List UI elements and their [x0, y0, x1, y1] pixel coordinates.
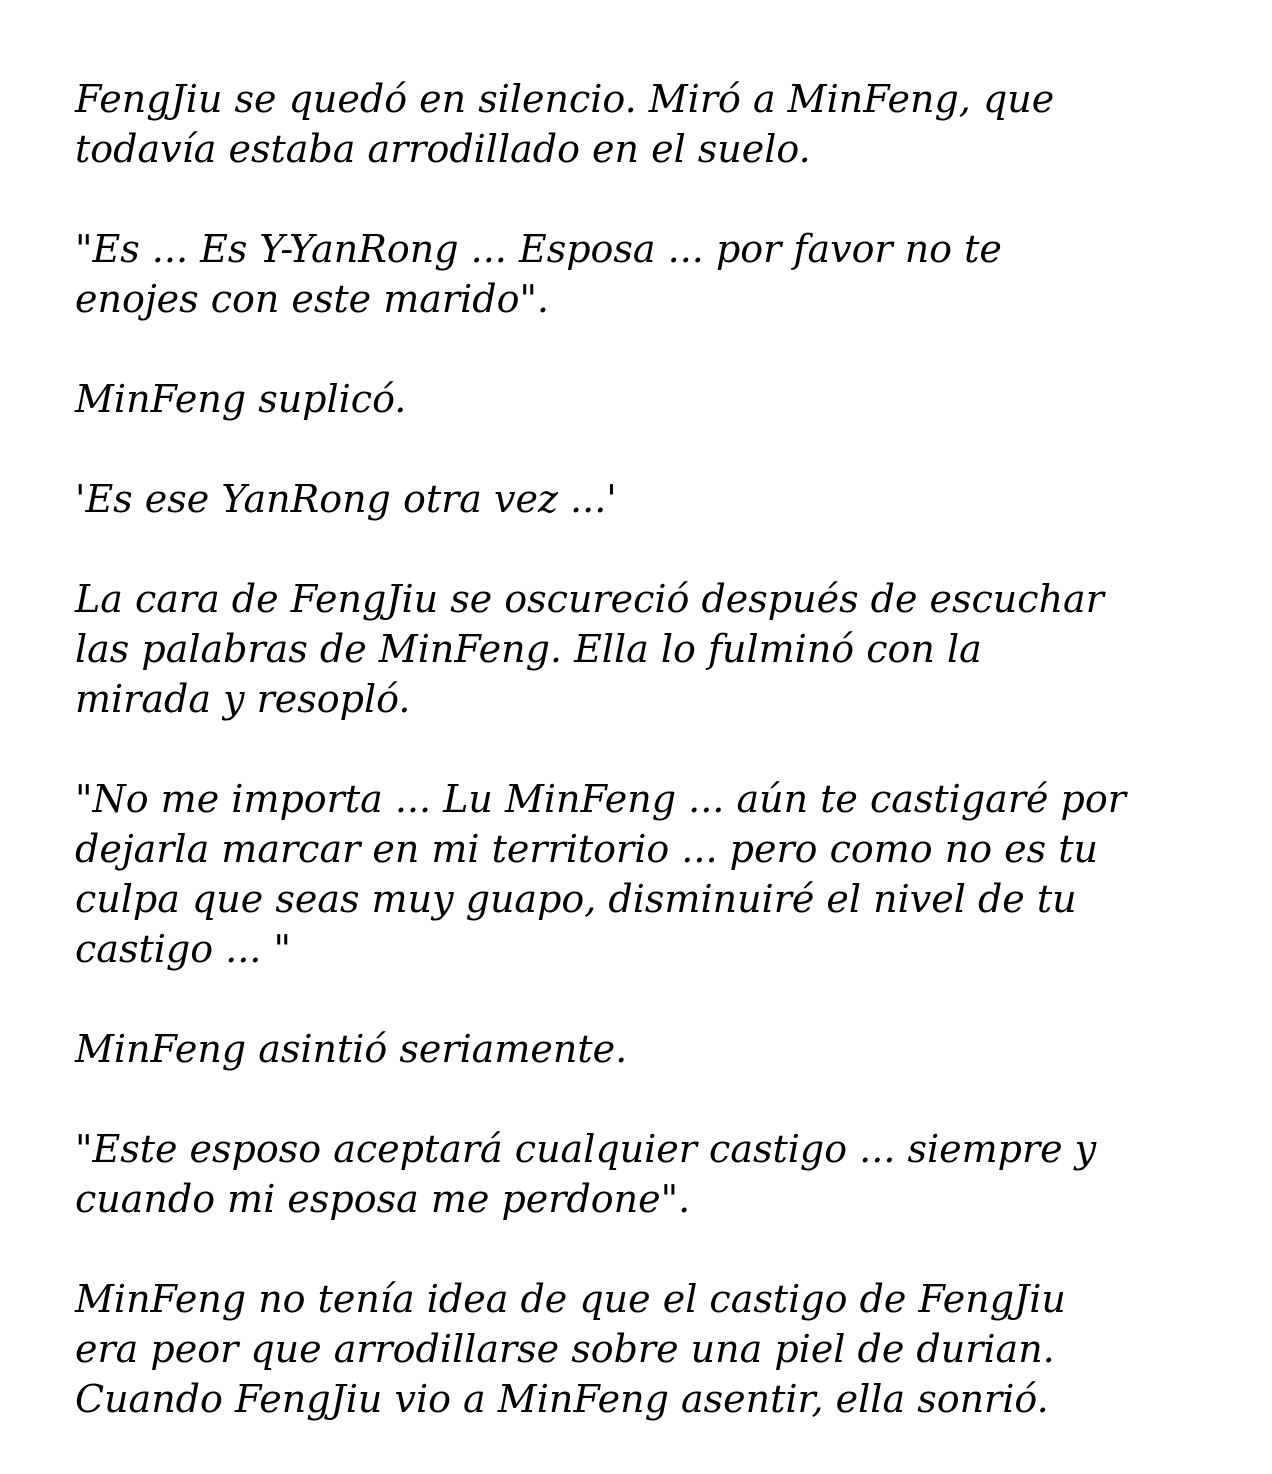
text-line: enojes con este marido". — [75, 277, 549, 321]
text-line: La cara de FengJiu se oscureció después de escuchar — [75, 577, 1104, 621]
paragraph-7 — [75, 1024, 1215, 1074]
paragraph-4 — [75, 474, 1215, 524]
text-line: FengJiu se quedó en silencio. Miró a MinFeng, que — [75, 77, 1055, 121]
paragraph-3 — [75, 374, 1215, 424]
text-line: "Es ... Es Y-YanRong ... Esposa ... por favor no te — [75, 227, 1002, 271]
text-line: culpa que seas muy guapo, disminuiré el nivel de tu — [75, 877, 1077, 921]
paragraph-1 — [75, 74, 1215, 174]
paragraph-5 — [75, 574, 1215, 724]
text-line: "No me importa ... Lu MinFeng ... aún te castigaré por — [75, 777, 1126, 821]
text-line: era peor que arrodillarse sobre una piel de durian. — [75, 1327, 1055, 1371]
text-line: Cuando FengJiu vio a MinFeng asentir, ella sonrió. — [75, 1377, 1049, 1421]
paragraph-6 — [75, 774, 1215, 974]
text-line: cuando mi esposa me perdone". — [75, 1177, 691, 1221]
text-line: las palabras de MinFeng. Ella lo fulminó con la — [75, 627, 982, 671]
paragraph-8 — [75, 1124, 1215, 1224]
text-line: todavía estaba arrodillado en el suelo. — [75, 127, 811, 171]
text-line: MinFeng suplicó. — [75, 377, 407, 421]
text-line: "Este esposo aceptará cualquier castigo ... siempre y — [75, 1127, 1097, 1171]
text-line: MinFeng asintió seriamente. — [75, 1027, 628, 1071]
document-page — [75, 74, 1215, 1474]
text-line: castigo ... " — [75, 927, 291, 971]
text-line: dejarla marcar en mi territorio ... pero como no es tu — [75, 827, 1098, 871]
text-line: MinFeng no tenía idea de que el castigo de FengJiu — [75, 1277, 1066, 1321]
paragraph-2 — [75, 224, 1215, 324]
paragraph-9 — [75, 1274, 1215, 1424]
text-line: 'Es ese YanRong otra vez ...' — [75, 477, 617, 521]
text-line: mirada y resopló. — [75, 677, 411, 721]
